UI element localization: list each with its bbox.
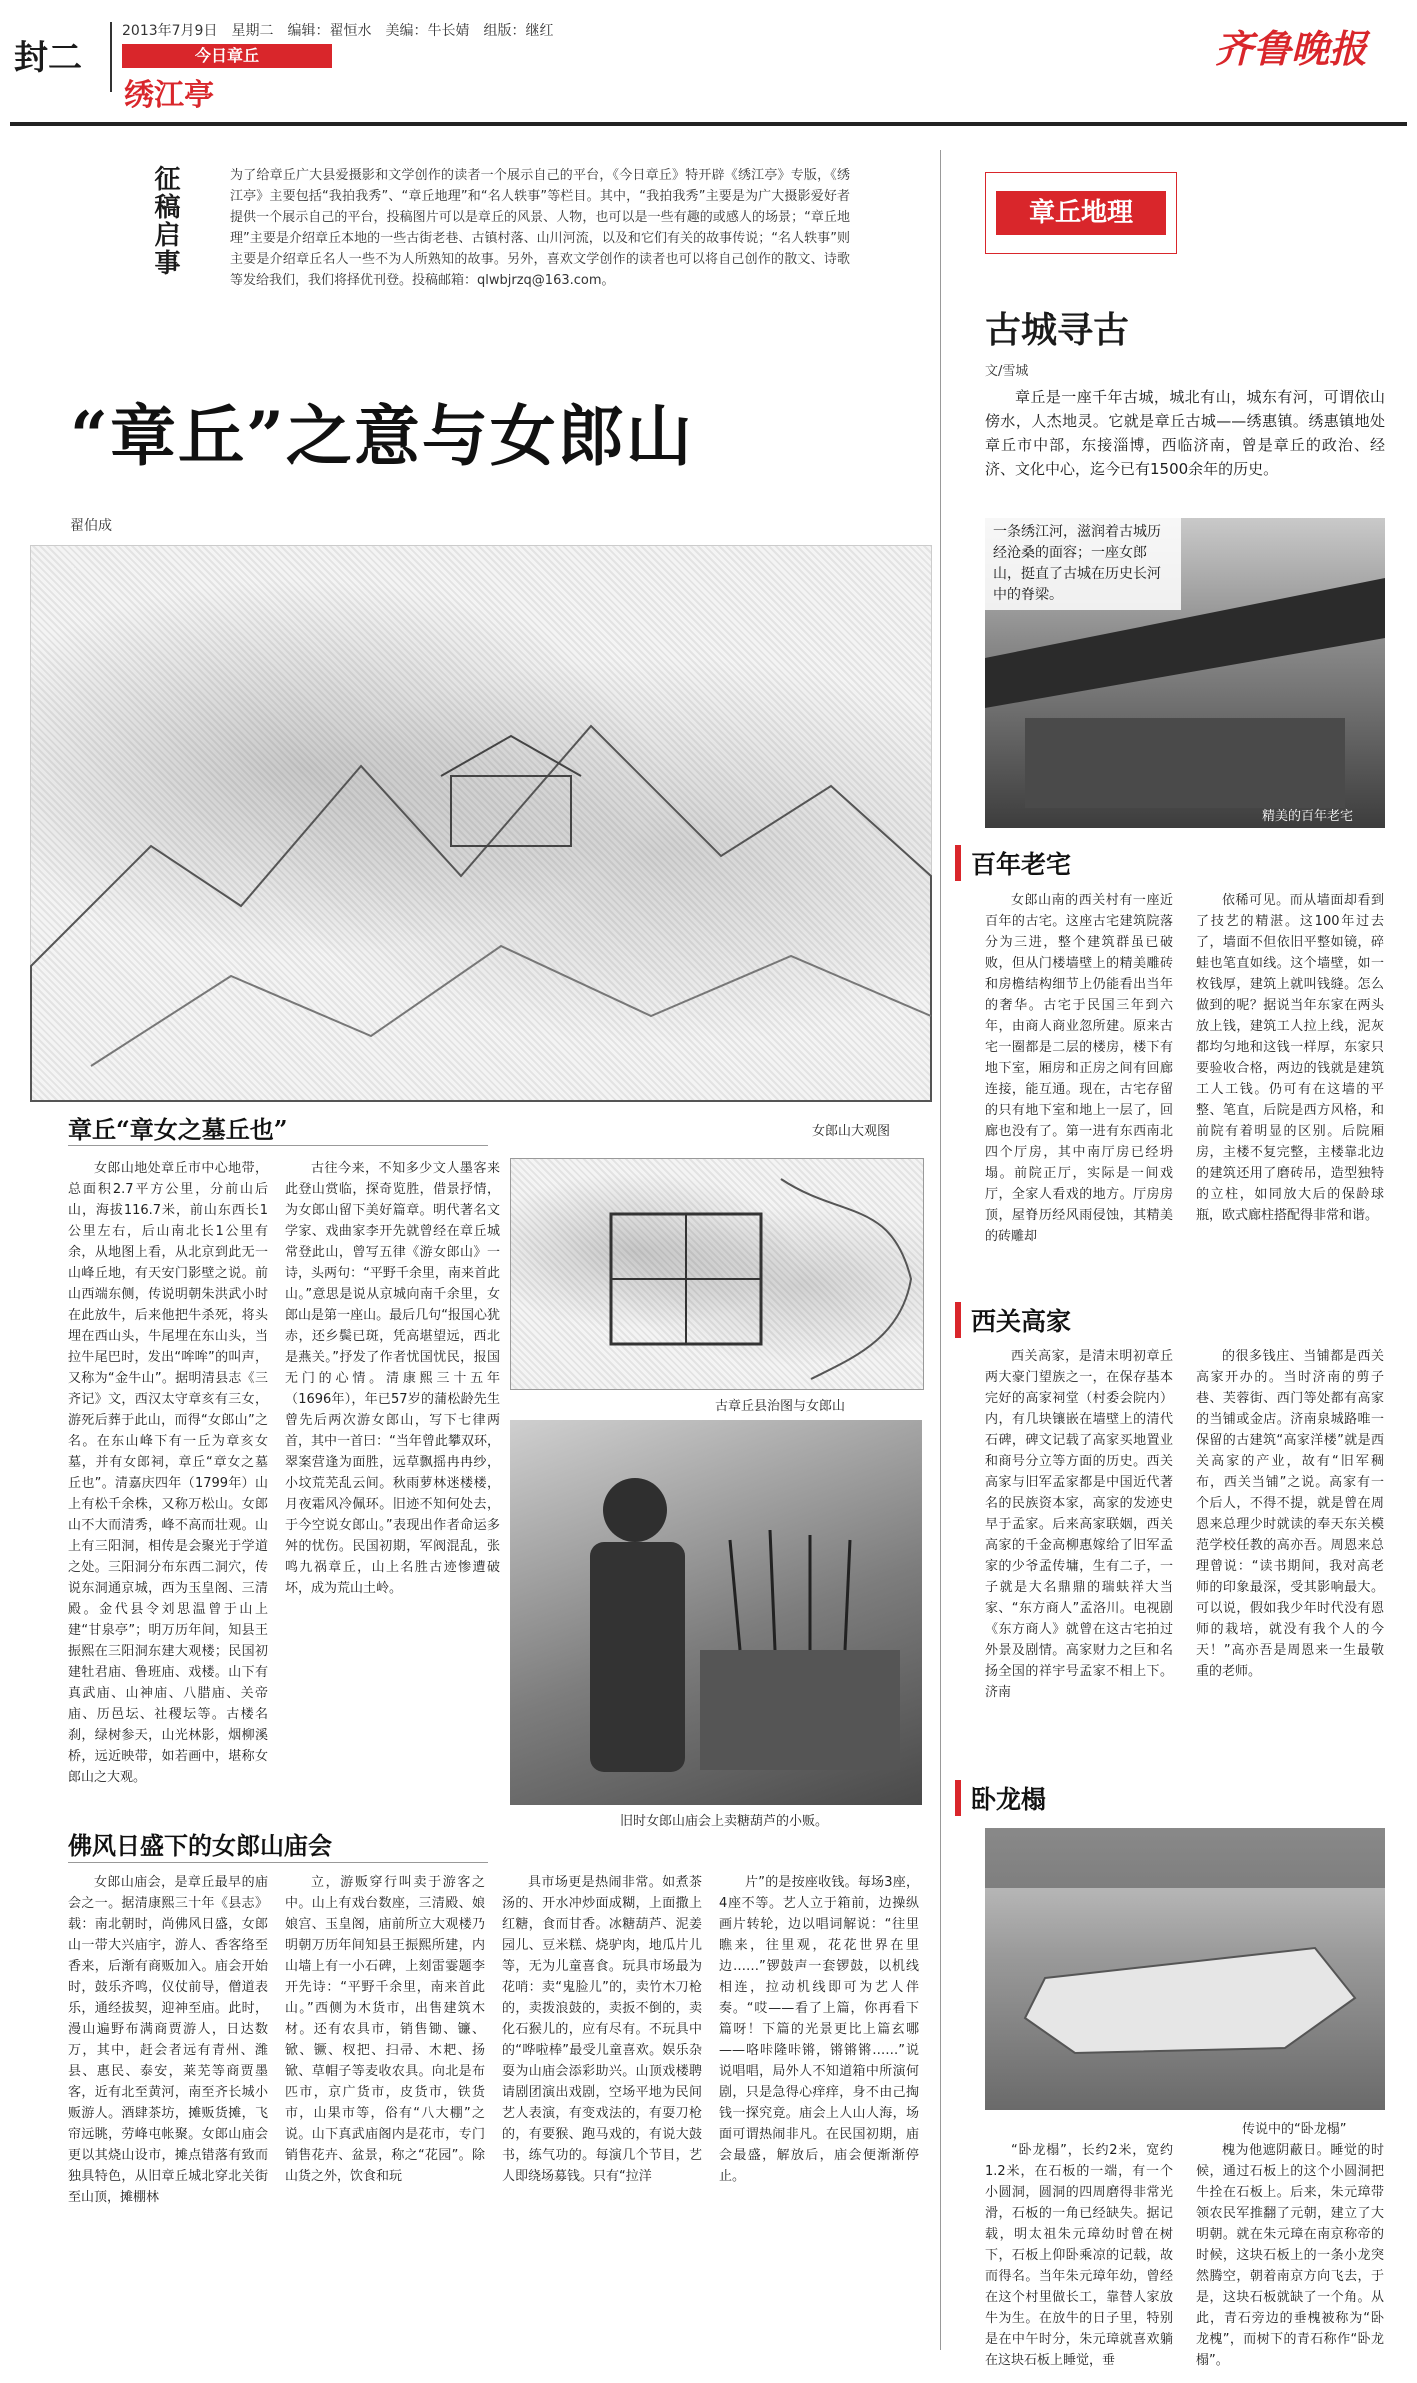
intro-overlay: 一条绣江河，滋润着古城历经沧桑的面容；一座女郎山，挺直了古城在历史长河中的脊梁。 <box>985 518 1181 610</box>
wolong-ta-col2 <box>1196 2140 1384 2368</box>
main-headline: “章丘”之意与女郎山 <box>70 397 694 475</box>
column-divider <box>940 150 941 2350</box>
paragraph: 古往今来，不知多少文人墨客来此登山赏临，探奇览胜，借景抒情，为女郎山留下美好篇章。明代著名文学家、戏曲家李开先就曾经在章丘城常登此山，曾写五律《游女郎山》一诗，头两句：“平野千余里，南来首此山。”意思是说从京城向南千余里，女郎山是第一座山。最后几句“报国心犹赤，还乡鬓已斑，凭高堪望远，西北是燕关。”抒发了作者忧国忧民，报国无门的心情。清康熙三十五年（1696年），年已57岁的蒲松龄先生曾先后两次游女郎山，写下七律两首，其中一首曰：“当年曾此攀双环，翠案营逢为面胜，远草飘摇冉冉纱，小坟荒芜乱云间。秋雨萝林迷楼楼，月夜霜风冷佩环。旧迹不知何处去，于今空说女郎山。”表现出作者命运多舛的忧伤。民国初期，军阀混乱，张鸣九祸章丘，山上名胜古迹惨遭破坏，成为荒山土岭。 <box>285 1161 500 1596</box>
masthead-rule <box>10 122 1407 126</box>
paragraph: 西关高家，是清末明初章丘两大豪门望族之一，在保存基本完好的高家祠堂（村委会院内）内，有几块镶嵌在墙壁上的清代石碑，碑文记载了高家买地置业和商号分立等方面的历史。西关高家与旧军孟家都是中国近代著名的民族资本家，高家的发迹史早于孟家。后来高家联姻，西关高家的千金高柳惠嫁给了旧军孟家的少爷孟传墉，生有二子，一子就是大名鼎鼎的瑞蚨祥大当家、“东方商人”孟洛川。电视剧《东方商人》就曾在这古宅拍过外景及剧情。高家财力之巨和名扬全国的祥宇号孟家不相上下。济南 <box>985 1349 1173 1700</box>
rule <box>68 1862 488 1863</box>
paragraph: 片”的是按座收钱。每场3座，4座不等。艺人立于箱前，边操纵画片转轮，边以唱词解说：“往里瞧来，往里观，花花世界在里边……”锣鼓声一套锣鼓，以机线相连，拉动机线即可为艺人伴奏。“哎——看了上篇，你再看下篇呀！下篇的光景更比上篇玄哪——咯咔隆咔锵，锵锵锵……”说说唱唱，局外人不知道箱中所演何剧，只是急得心痒痒，身不由己掏钱一探究竟。庙会上人山人海，场面可谓热闹非凡。在民国初期，庙会最盛，解放后，庙会便渐渐停止。 <box>719 1875 919 2184</box>
page-label: 封二 <box>14 38 82 78</box>
section-badge-wrap <box>985 172 1177 254</box>
wolong-ta-col1 <box>985 2140 1173 2368</box>
mountain-sketch-icon <box>31 546 931 1101</box>
column-name: 绣江亭 <box>124 78 214 113</box>
paragraph: 章丘是一座千年古城，城北有山，城东有河，可谓依山傍水，人杰地灵。它就是章丘古城——绣惠镇。绣惠镇地处章丘市中部，东接淄博，西临济南，曾是章丘的政治、经济、文化中心，迄今已有1500余年的历史。 <box>985 388 1385 478</box>
vendor-photo-caption: 旧时女郎山庙会上卖糖葫芦的小贩。 <box>620 1814 829 1829</box>
nulangshan-panorama-illustration <box>30 545 932 1102</box>
old-house-col2 <box>1196 890 1384 1300</box>
vendor-photo-icon <box>510 1420 922 1805</box>
paragraph: 的很多钱庄、当铺都是西关高家开办的。当时济南的剪子巷、芙蓉街、西门等处都有高家的当铺或金店。济南泉城路唯一保留的古建筑“高家洋楼”就是西关高家的产业，故有“旧军稠布，西关当铺”之说。高家有一个后人，不得不提，就是曾在周恩来总理少时就读的奉天东关模范学校任教的高亦吾。周恩来总理曾说：“读书期间，我对高老师的印象最深，受其影响最大。可以说，假如我少年时代没有恩师的栽培，就没有我个人的今天！”高亦吾是周恩来一生最敬重的老师。 <box>1196 1349 1384 1679</box>
paragraph: 女郎山地处章丘市中心地带，总面积2.7平方公里，分前山后山，海拔116.7米，前山东西长1公里左右，后山南北长1公里有余，从地图上看，从北京到此无一山峰丘地，有天安门影壁之说。前山西端东侧，传说明朝朱洪武小时在此放牛，后来他把牛杀死，将头埋在西山头，牛尾埋在东山头，当拉牛尾巴时，发出“哞哞”的叫声，又称为“金牛山”。据明清县志《三齐记》文，西汉太守章亥有三女，游死后葬于此山，而得“女郎山”之名。在东山峰下有一丘为章亥女墓，并有女郎祠，章丘“章女之墓丘也”。清嘉庆四年（1799年）山上有松千余株，又称万松山。女郎山不大而清秀，峰不高而壮观。山上有三阳洞，相传是会聚光于学道之处。三阳洞分布东西二洞穴，传说东洞通京城，西为玉皇阁、三清殿。金代县令刘思温曾于山上建“甘泉亭”；明万历年间，知县王振熙在三阳洞东建大观楼；民国初建牡君庙、鲁班庙、戏楼。山下有真武庙、山神庙、八腊庙、关帝庙、历邑坛、社稷坛等。古楼名刹，绿树参天，山光林影，烟柳溪桥，远近映带，如若画中，堪称女郎山之大观。 <box>68 1161 268 1785</box>
weekday: 星期二 <box>231 23 274 39</box>
county-map-image <box>510 1158 924 1390</box>
right-author: 文/雪城 <box>985 364 1029 379</box>
paragraph: “卧龙榻”，长约2米，宽约1.2米，在石板的一端，有一个小圆洞，圆洞的四周磨得非常光滑，石板的一角已经缺失。据记载，明太祖朱元璋幼时曾在树下，石板上仰卧乘凉的记载，故而得名。当年朱元璋年幼，曾经在这个村里做长工，靠替人家放牛为生。在放牛的日子里，特别是在中午时分，朱元璋就喜欢躺在这块石板上睡觉，垂 <box>985 2143 1173 2368</box>
section-tag: 今日章丘 <box>122 44 332 68</box>
notice-title: 征稿启事 <box>150 165 180 277</box>
temple-fair-col3 <box>502 1872 702 2342</box>
masthead <box>0 0 1417 135</box>
notice-body <box>230 165 850 291</box>
rule <box>68 1145 488 1146</box>
main-article-col2 <box>285 1158 500 1608</box>
notice-email[interactable]: qlwbjrzq@163.com。 <box>477 273 615 288</box>
paper-logo: 齐鲁晚报 <box>1215 26 1368 71</box>
paragraph: 依稀可见。而从墙面却看到了技艺的精湛。这100年过去了，墙面不但依旧平整如镜，碎蛙也笔直如线。这个墙壁，如一枚钱厚，建筑上就叫钱缝。怎么做到的呢？据说当年东家在两头放上钱，建筑工人拉上线，泥灰都均匀地和这钱一样厚，东家只要验收合格，两边的钱就是建筑工人工钱。仍可有在这墙的平整、笔直，后院是西方风格，和前院有着明显的区别。后院厢房，主楼不复完整，主楼靠北边的建筑还用了磨砖吊，造型独特的立柱，如同放大后的保龄球瓶，欧式廊柱搭配得非常和谐。 <box>1196 893 1384 1223</box>
section-title-wolong-ta: 卧龙榻 <box>955 1780 1046 1816</box>
page-label-divider <box>110 22 112 92</box>
main-article-col1 <box>68 1158 268 1785</box>
map-sketch-icon <box>511 1159 923 1389</box>
paragraph: 具市场更是热闹非常。如煮茶汤的、开水冲炒面成糊，上面撒上红糖，食而甘香。冰糖葫芦、泥姜园儿、豆米糕、烧驴肉，地瓜片儿等，无为儿童喜食。玩具市场最为花哨：卖“鬼脸儿”的，卖竹木刀枪的，卖拨浪鼓的，卖扳不倒的，卖化石猴儿的，应有尽有。不玩具中的“哗啦棒”最受儿童喜欢。娱乐杂耍为山庙会添彩助兴。山顶戏楼聘请剧团演出戏剧，空场平地为民间艺人表演，有变戏法的，有耍刀枪的，有要猴、跑马戏的，有说大鼓书，练气功的。每演几个节目，艺人即绕场募钱。只有“拉洋 <box>502 1875 702 2184</box>
call-for-submissions <box>140 165 860 340</box>
wolong-ta-photo <box>985 1828 1385 2110</box>
section-title-gao-family: 西关高家 <box>955 1302 1071 1338</box>
old-house-caption: 精美的百年老宅 <box>1262 809 1354 824</box>
paragraph: 女郎山南的西关村有一座近百年的古宅。这座古宅建筑院落分为三进，整个建筑群虽已破败，但从门楼墙壁上的精美雕砖和房檐结构细节上仍能看出当年的奢华。古宅于民国三年到六年，由商人商业忽所建。原来古宅一圈都是二层的楼房，楼下有地下室，厢房和正房之间有回廊连接，能互通。现在，古宅存留的只有地下室和地上一层了，回廊也没有了。第一进有东西南北四个厅房，其中南厅房已经坍塌。前院正厅，实际是一间戏厅，全家人看戏的地方。厅房房顶，屋脊历经风雨侵蚀，其精美的砖雕却 <box>985 893 1173 1244</box>
main-author: 翟伯成 <box>70 518 112 534</box>
temple-fair-col1 <box>68 1872 268 2342</box>
subhead-temple-fair: 佛风日盛下的女郎山庙会 <box>68 1831 332 1860</box>
gao-family-col1 <box>985 1346 1173 1766</box>
paragraph: 立，游贩穿行叫卖于游客之中。山上有戏台数座，三清殿、娘娘宫、玉皇阁，庙前所立大观楼乃明朝万历年间知县王振熙所建，内山墙上有一小石碑，上刻雷霎题李开先诗：“平野千余里，南来首此山。”西侧为木货市，出售建筑木材。还有农具市，销售锄、镰、锨、镢、杈把、扫帚、木耙、扬锨、草帽子等麦收农具。向北是布匹市，京广货市，皮货市，铁货市，山果市等，俗有“八大棚”之说。山下真武庙阁内是花市，专门销售花卉、盆景，称之“花园”。除山货之外，饮食和玩 <box>285 1875 485 2184</box>
designer: 美编：牛长婧 <box>385 23 470 39</box>
temple-fair-col4 <box>719 1872 919 2342</box>
wolong-ta-caption: 传说中的“卧龙榻” <box>1242 2122 1347 2137</box>
stone-slab-icon <box>985 1828 1385 2110</box>
subhead-zhangnv-tomb: 章丘“章女之墓丘也” <box>68 1115 288 1144</box>
gao-family-col2 <box>1196 1346 1384 1766</box>
temple-fair-col2 <box>285 1872 485 2342</box>
right-intro <box>985 385 1385 481</box>
panorama-caption: 女郎山大观图 <box>812 1124 891 1139</box>
section-badge: 章丘地理 <box>996 191 1166 235</box>
right-title: 古城寻古 <box>985 309 1130 351</box>
old-house-col1 <box>985 890 1173 1300</box>
candied-haws-vendor-photo <box>510 1420 922 1805</box>
date-line <box>122 20 553 40</box>
layout-credit: 组版：继红 <box>483 23 554 39</box>
paragraph: 槐为他遮阴蔽日。睡觉的时候，通过石板上的这个小圆洞把牛拴在石板上。后来，朱元璋带领农民军推翻了元朝，建立了大明朝。就在朱元璋在南京称帝的时候，这块石板上的一条小龙突然腾空，朝着南京方向飞去，于是，这块石板就缺了一个角。从此，青石旁边的垂槐被称为“卧龙槐”，而树下的青石称作“卧龙榻”。 <box>1196 2143 1384 2368</box>
editor: 编辑：翟恒水 <box>287 23 372 39</box>
date: 2013年7月9日 <box>122 23 218 39</box>
county-map-caption: 古章丘县治图与女郎山 <box>715 1399 846 1414</box>
notice-text: 为了给章丘广大县爱摄影和文学创作的读者一个展示自己的平台，《今日章丘》特开辟《绣江亭》专版，《绣江亭》主要包括“我拍我秀”、“章丘地理”和“名人轶事”等栏目。其中，“我拍我秀”主要是为广大摄影爱好者提供一个展示自己的平台，投稿图片可以是章丘的风景、人物，也可以是一些有趣的或感人的场景；“章丘地理”主要是介绍章丘本地的一些古街老巷、古镇村落、山川河流，以及和它们有关的故事传说；“名人轶事”则主要是介绍章丘名人一些不为人所熟知的故事。另外，喜欢文学创作的读者也可以将自己创作的散文、诗歌等发给我们，我们将择优刊登。投稿邮箱： <box>230 168 850 288</box>
section-title-old-house: 百年老宅 <box>955 845 1071 881</box>
paragraph: 女郎山庙会，是章丘最早的庙会之一。据清康熙三十年《县志》载：南北朝时，尚佛风日盛，女郎山一带大兴庙宇，游人、香客络至香来，后渐有商贩加入。庙会开始时，鼓乐齐鸣，仪仗前导，僧道表乐，通经拔契，迎神至庙。此时，漫山遍野布满商贾游人，日达数万，其中，赶会者远有青州、潍县、惠民、泰安，莱芜等商贾墨客，近有北至黄河，南至齐长城小贩游人。酒肆茶坊，摊贩货摊，飞帘远眺，劳峰屯帐聚。女郎山庙会更以其烧山设市，摊点错落有致而独具特色，从旧章丘城北穿北关街至山顶，摊棚林 <box>68 1875 268 2205</box>
